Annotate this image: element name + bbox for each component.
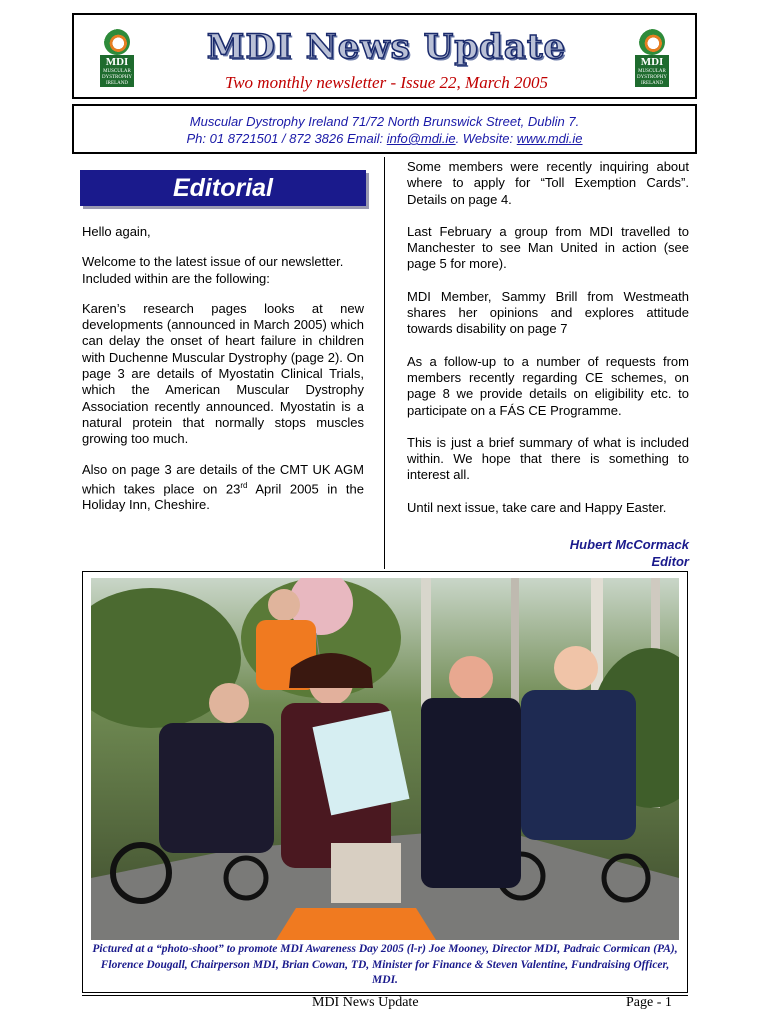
mdi-logo-right: MDI MUSCULAR DYSTROPHY IRELAND <box>635 29 669 87</box>
editor-role: Editor <box>651 554 689 569</box>
cmt-paragraph: Also on page 3 are details of the CMT UK AGM which takes place on 23rd April 2005 in the Holiday Inn, Cheshire. <box>82 461 364 513</box>
email-link[interactable]: info@mdi.ie <box>386 131 456 146</box>
column-divider <box>384 157 385 569</box>
mdi-logo-left: MDI MUSCULAR DYSTROPHY IRELAND <box>100 29 134 87</box>
editorial-right-column <box>407 159 689 516</box>
photo-caption: Pictured at a “photo-shoot” to promote MDI Awareness Day 2005 (l-r) Joe Mooney, Director MDI, Padraic Cormican (PA), Florence Dougall, Chairperson MDI, Brian Cowan, TD, Minister for Finance & Steven Valentine, Fundraising Officer, MDI. <box>92 943 678 986</box>
greeting: Hello again, <box>82 224 151 239</box>
editorial-heading: Editorial <box>80 170 366 206</box>
website-link[interactable]: www.mdi.ie <box>516 131 583 146</box>
closing-paragraph: Until next issue, take care and Happy Easter. <box>407 499 667 515</box>
member-paragraph: MDI Member, Sammy Brill from Westmeath shares her opinions and explores attitude towards disability on page 7 <box>407 288 689 337</box>
newsletter-title: MDI News Update <box>206 27 567 67</box>
contact-phone-line: Ph: 01 8721501 / 872 3826 Email: info@mdi.ie. Website: www.mdi.ie <box>186 131 583 146</box>
newsletter-subtitle: Two monthly newsletter - Issue 22, March 2005 <box>225 73 548 92</box>
contact-box <box>72 104 697 154</box>
footer-title: MDI News Update <box>312 995 419 1010</box>
manchester-paragraph: Last February a group from MDI travelled to Manchester to see Man United in action (see page 5 for more). <box>407 223 689 272</box>
intro-paragraph: Welcome to the latest issue of our newsletter. Included within are the following: <box>82 254 344 286</box>
group-photo <box>91 578 679 940</box>
editorial-left-column <box>82 224 364 514</box>
editor-name: Hubert McCormack <box>569 537 689 552</box>
summary-paragraph: This is just a brief summary of what is included within. We hope that there is something to interest all. <box>407 434 689 483</box>
photo-frame <box>82 571 688 993</box>
contact-address: Muscular Dystrophy Ireland 71/72 North Brunswick Street, Dublin 7. <box>189 114 580 129</box>
ce-paragraph: As a follow-up to a number of requests from members recently regarding CE schemes, on page 8 we provide details on eligibility etc. to participate on a FÁS CE Programme. <box>407 353 689 418</box>
research-paragraph: Karen’s research pages looks at new developments (announced in March 2005) which can delay the onset of heart failure in children with Duchenne Muscular Dystrophy (page 2). On page 3 are details of Myostatin Clinical Trials, which the American Muscular Dystrophy Association recently announced. Myostatin is a natural protein that normally stops muscles growing too much. <box>82 300 364 447</box>
group-photo-illustration <box>91 578 679 940</box>
masthead <box>72 13 697 99</box>
toll-paragraph: Some members were recently inquiring about where to apply for “Toll Exemption Cards”. Details on page 4. <box>407 159 689 207</box>
page-number: Page - 1 <box>626 995 672 1010</box>
editor-signature <box>407 536 689 570</box>
